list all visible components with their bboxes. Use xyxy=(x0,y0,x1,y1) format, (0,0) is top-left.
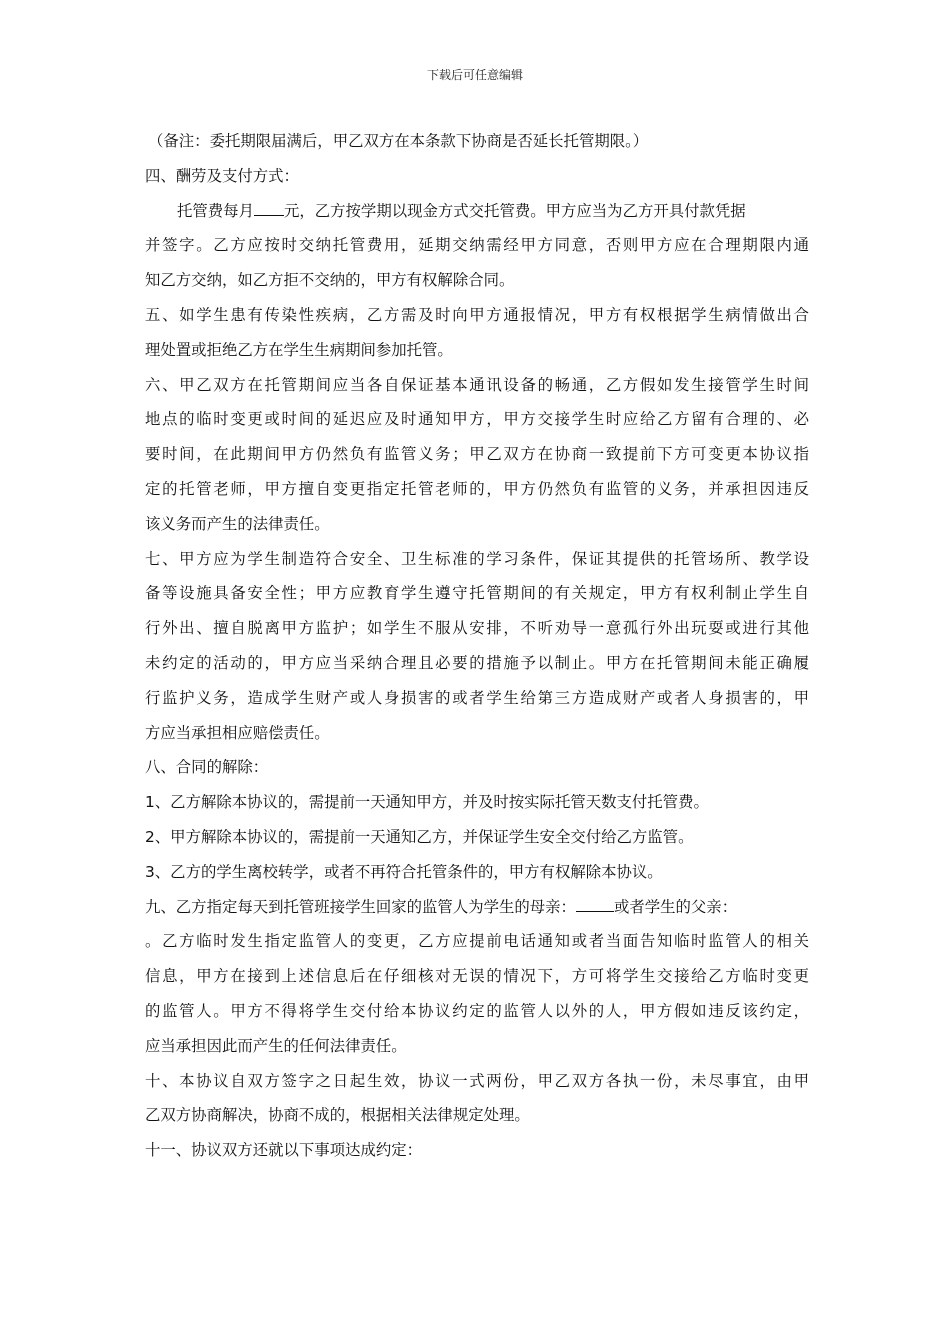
section-8-title: 八、合同的解除： xyxy=(145,758,269,777)
section-4-line-3: 知乙方交纳，如乙方拒不交纳的，甲方有权解除合同。 xyxy=(145,271,515,290)
guardian-mother-label: 九、乙方指定每天到托管班接学生回家的监管人为学生的母亲： xyxy=(145,897,576,916)
section-5-line-2: 理处置或拒绝乙方在学生生病期间参加托管。 xyxy=(145,340,453,359)
section-4-line-1 xyxy=(145,194,809,229)
page-header: 下载后可任意编辑 xyxy=(426,68,523,82)
section-7-line-5: 行监护义务，造成学生财产或人身损害的或者学生给第三方造成财产或者人身损害的，甲 xyxy=(145,688,809,707)
section-6-line-4: 定的托管老师，甲方擅自变更指定托管老师的，甲方仍然负有监管的义务，并承担因违反 xyxy=(145,479,809,498)
guardian-father-label: 或者学生的父亲： xyxy=(613,897,738,916)
section-7-line-4: 未约定的活动的，甲方应当采纳合理且必要的措施予以制止。甲方在托管期间未能正确履 xyxy=(145,653,809,672)
section-10-line-2: 乙双方协商解决，协商不成的，根据相关法律规定处理。 xyxy=(145,1106,530,1125)
section-11-title: 十一、协议双方还就以下事项达成约定： xyxy=(145,1141,423,1160)
section-6-line-5: 该义务而产生的法律责任。 xyxy=(145,514,330,533)
section-6-line-3: 要时间，在此期间甲方仍然负有监管义务；甲乙双方在协商一致提前下方可变更本协议指 xyxy=(145,445,809,464)
section-7-line-2: 备等设施具备安全性；甲方应教育学生遵守托管期间的有关规定，甲方有权利制止学生自 xyxy=(145,584,809,603)
section-6-line-1: 六、甲乙双方在托管期间应当各自保证基本通讯设备的畅通，乙方假如发生接管学生时间 xyxy=(145,375,809,394)
document-body xyxy=(145,124,809,1168)
fee-label: 托管费每月 xyxy=(177,201,254,220)
fee-rest: 元，乙方按学期以现金方式交托管费。甲方应当为乙方开具付款凭据 xyxy=(283,201,746,220)
section-6-line-2: 地点的临时变更或时间的延迟应及时通知甲方，甲方交接学生时应给乙方留有合理的、必 xyxy=(145,410,809,429)
section-8-item-1: 1、乙方解除本协议的，需提前一天通知甲方，并及时按实际托管天数支付托管费。 xyxy=(145,793,709,812)
section-9-line-3: 信息，甲方在接到上述信息后在仔细核对无误的情况下，方可将学生交接给乙方临时变更 xyxy=(145,967,809,986)
section-9-line-5: 应当承担因此而产生的任何法律责任。 xyxy=(145,1036,407,1055)
note-line: （备注：委托期限届满后，甲乙双方在本条款下协商是否延长托管期限。） xyxy=(148,132,649,150)
guardian-mother-blank xyxy=(576,893,614,912)
fee-blank xyxy=(254,197,284,216)
section-7-line-3: 行外出、擅自脱离甲方监护；如学生不服从安排，不听劝导一意孤行外出玩耍或进行其他 xyxy=(145,619,809,638)
section-7-line-1: 七、甲方应为学生制造符合安全、卫生标准的学习条件，保证其提供的托管场所、教学设 xyxy=(145,549,809,568)
section-4-line-2: 并签字。乙方应按时交纳托管费用，延期交纳需经甲方同意，否则甲方应在合理期限内通 xyxy=(145,236,809,255)
section-9-line-2: 。乙方临时发生指定监管人的变更，乙方应提前电话通知或者当面告知临时监管人的相关 xyxy=(145,932,809,951)
section-4-title: 四、酬劳及支付方式： xyxy=(145,166,299,185)
section-5-line-1: 五、如学生患有传染性疾病，乙方需及时向甲方通报情况，甲方有权根据学生病情做出合 xyxy=(145,305,809,324)
section-8-item-2: 2、甲方解除本协议的，需提前一天通知乙方，并保证学生安全交付给乙方监管。 xyxy=(145,827,694,846)
section-9-line-1 xyxy=(145,890,809,925)
section-9-line-4: 的监管人。甲方不得将学生交付给本协议约定的监管人以外的人，甲方假如违反该约定， xyxy=(145,1001,809,1020)
section-7-line-6: 方应当承担相应赔偿责任。 xyxy=(145,723,330,742)
section-8-item-3: 3、乙方的学生离校转学，或者不再符合托管条件的，甲方有权解除本协议。 xyxy=(145,862,663,881)
section-10-line-1: 十、本协议自双方签字之日起生效，协议一式两份，甲乙双方各执一份，未尽事宜，由甲 xyxy=(145,1071,809,1090)
